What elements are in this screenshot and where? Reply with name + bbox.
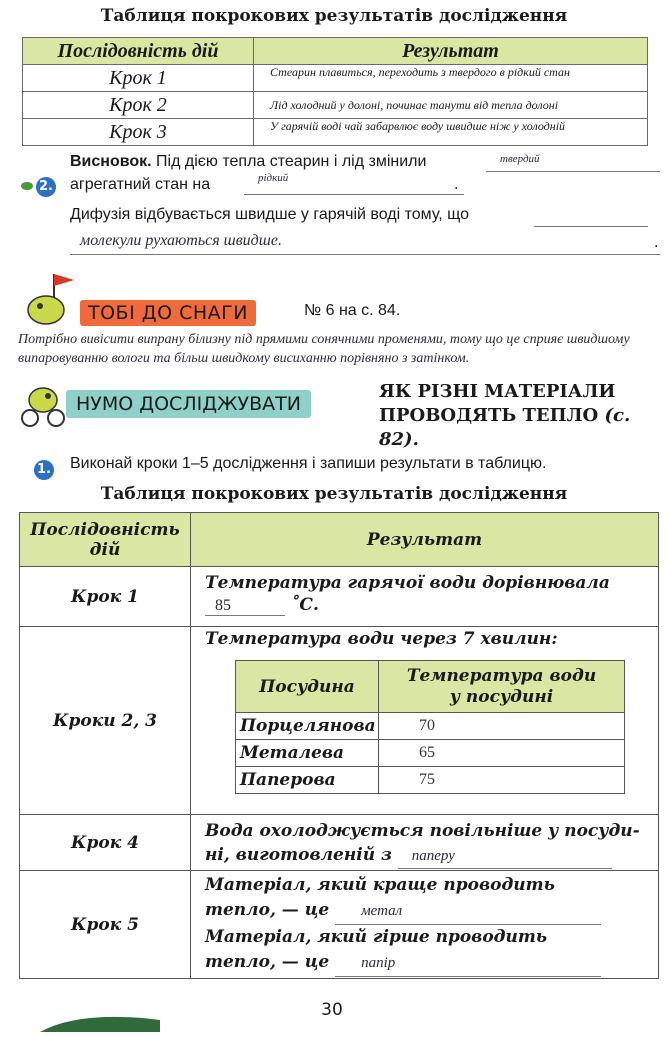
table-row xyxy=(23,65,648,92)
table1-header-steps: Послідовність дій xyxy=(23,38,254,65)
table2 xyxy=(19,512,659,979)
step5-text1: Матеріал, який краще проводить xyxy=(205,875,555,895)
temp-header-line1: Температура води xyxy=(406,665,597,686)
leaf-icon xyxy=(20,178,34,192)
table-row xyxy=(20,627,659,815)
table2-title: Таблиця покрокових результатів дослідження xyxy=(100,484,568,504)
temp-header-line2: у посудині xyxy=(449,686,554,707)
table-row xyxy=(23,92,648,119)
table1-result: У гарячій воді чай забарвлює воду швидше ніж у холодній xyxy=(254,119,648,146)
answer-field: паперу xyxy=(398,844,612,869)
step5-text4: тепло, — це xyxy=(205,952,330,972)
snow-banner: ТОБІ ДО СНАГИ xyxy=(80,300,256,326)
step-label: Крок 5 xyxy=(20,871,191,979)
task1-text: Виконай кроки 1–5 дослідження і запиши результати в таблицю. xyxy=(70,455,547,472)
step-label: Крок 4 xyxy=(20,815,191,871)
step1-unit: ˚С. xyxy=(290,595,319,615)
conclusion-text3: Дифузія відбувається швидше у гарячій воді тому, що xyxy=(70,206,469,223)
table1-step: Крок 3 xyxy=(23,119,254,146)
number-badge: 2. xyxy=(36,177,56,197)
explore-heading-line2: ПРОВОДЯТЬ ТЕПЛО xyxy=(379,405,599,426)
explore-heading-ref: (с. 82). xyxy=(379,405,631,450)
vessel-name: Порцелянова xyxy=(236,713,379,740)
step-label: Кроки 2, 3 xyxy=(20,627,191,815)
number-badge: 1. xyxy=(34,460,54,480)
answer-field: рідкий xyxy=(244,172,464,195)
vessel-table xyxy=(235,660,625,794)
vessel-name: Паперова xyxy=(236,767,379,794)
answer-line xyxy=(534,206,648,227)
conclusion-text1: Під дією тепла стеарин і лід змінили xyxy=(156,153,427,170)
answer-field: твердий xyxy=(486,153,660,172)
step-label: Крок 1 xyxy=(20,567,191,627)
answer-field: молекули рухаються швидше. xyxy=(70,232,660,255)
table-row xyxy=(20,871,659,979)
vessel-temp: 70 xyxy=(379,713,625,740)
explore-banner: НУМО ДОСЛІДЖУВАТИ xyxy=(66,390,311,418)
conclusion-text2: агрегатний стан на xyxy=(70,176,211,193)
vessel-temp: 75 xyxy=(379,767,625,794)
table1-result: Лід холодний у долоні, починає танути від тепла долоні xyxy=(254,92,648,119)
table1-title: Таблиця покрокових результатів дослідження xyxy=(100,6,568,26)
step1-text: Температура гарячої води дорівнювала xyxy=(205,573,610,593)
step5-text2: тепло, — це xyxy=(205,900,330,920)
page-number: 30 xyxy=(321,1000,343,1020)
table-row xyxy=(20,815,659,871)
table-row xyxy=(236,713,625,740)
green-wave-decoration xyxy=(40,1010,160,1032)
table1-step: Крок 1 xyxy=(23,65,254,92)
explore-heading-line1: ЯК РІЗНІ МАТЕРІАЛИ xyxy=(379,381,616,402)
table1-header-result: Результат xyxy=(254,38,648,65)
vessel-name: Металева xyxy=(236,740,379,767)
table2-header-steps: Послідовність дій xyxy=(20,513,191,567)
vessel-header: Посудина xyxy=(236,661,379,713)
beetle-bike-icon xyxy=(18,378,68,428)
period: . xyxy=(454,176,459,193)
snow-answer: Потрібно вивісити випрану білизну під прямими сонячними променями, тому що це сприяє швидшому випаровуванню вологи та більш швидкому висиханню порівняно з затінком. xyxy=(18,332,630,366)
table-row xyxy=(236,740,625,767)
answer-field: метал xyxy=(335,899,601,925)
table-row xyxy=(20,567,659,627)
step4-text1: Вода охолоджується повільніше у посуди- xyxy=(205,821,640,841)
table1 xyxy=(22,37,648,146)
conclusion-label: Висновок. xyxy=(70,153,152,170)
snow-ref: № 6 на с. 84. xyxy=(304,302,401,319)
beetle-flag-icon xyxy=(20,270,80,330)
step4-text2: ні, виготовленій з xyxy=(205,845,392,865)
table1-step: Крок 2 xyxy=(23,92,254,119)
period: . xyxy=(654,234,659,251)
table-row xyxy=(236,767,625,794)
answer-field: 85 xyxy=(205,597,285,616)
answer-field: папір xyxy=(335,951,601,977)
step5-text3: Матеріал, який гірше проводить xyxy=(205,927,548,947)
table2-header-result: Результат xyxy=(191,513,659,567)
table-row xyxy=(23,119,648,146)
step23-text: Температура води через 7 хвилин: xyxy=(205,629,558,649)
vessel-temp: 65 xyxy=(379,740,625,767)
table1-result: Стеарин плавиться, переходить з твердого в рідкий стан xyxy=(254,65,648,92)
